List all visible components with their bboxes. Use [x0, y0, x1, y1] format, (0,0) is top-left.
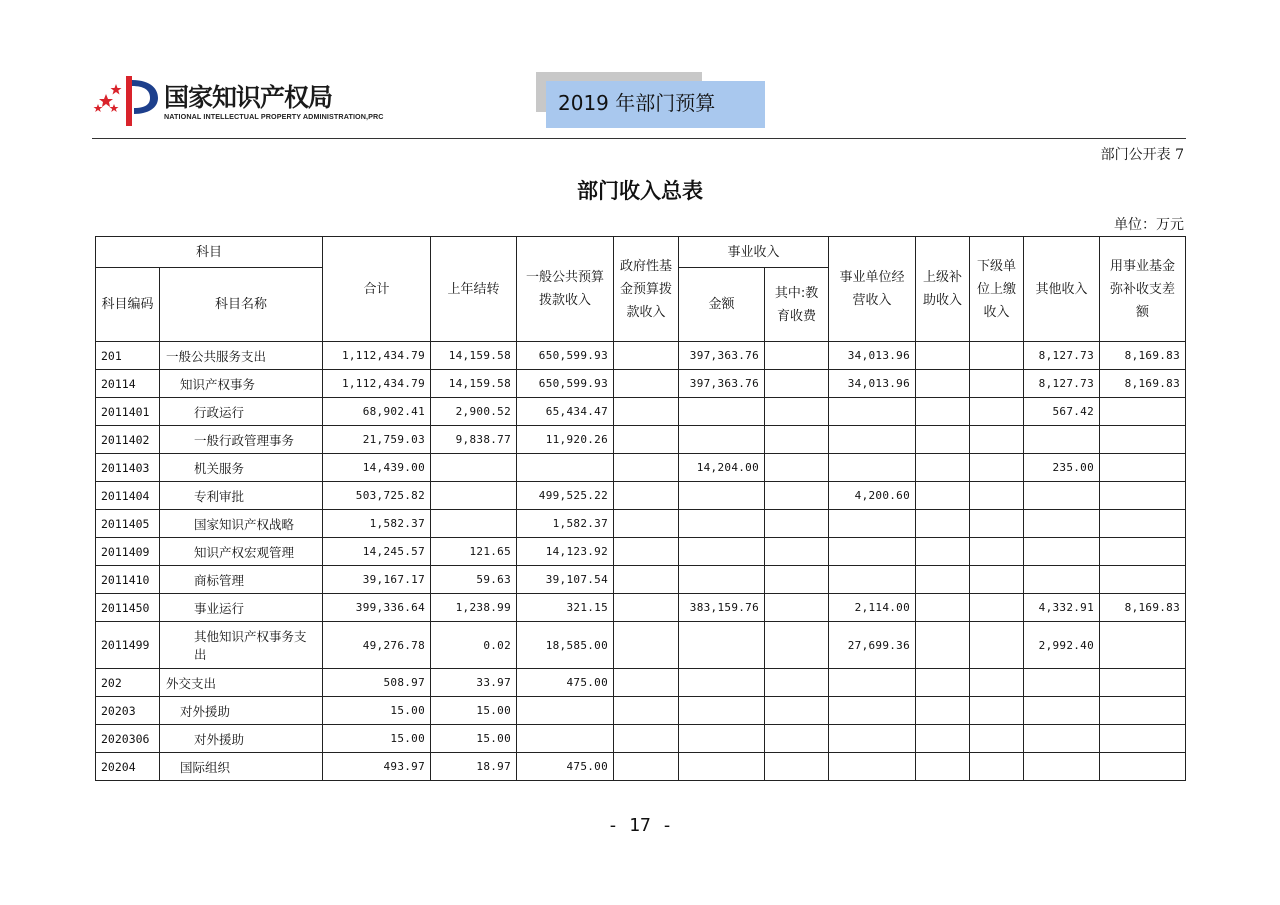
table-row [96, 370, 1186, 398]
cell-general: 475.00 [517, 753, 614, 781]
cell-bi-edu [765, 622, 829, 669]
table-row [96, 594, 1186, 622]
cell-gov-fund [614, 370, 679, 398]
cell-total: 508.97 [323, 669, 431, 697]
cell-carryover: 2,900.52 [431, 398, 517, 426]
cell-fund [1100, 510, 1186, 538]
cell-bi-amount [679, 697, 765, 725]
cell-bi-edu [765, 398, 829, 426]
cell-subordinate [970, 482, 1024, 510]
unit-label: 单位：万元 [1114, 217, 1184, 233]
cell-operating [829, 426, 916, 454]
cell-subordinate [970, 454, 1024, 482]
cell-carryover: 33.97 [431, 669, 517, 697]
cell-other [1024, 697, 1100, 725]
cell-fund [1100, 454, 1186, 482]
cell-bi-amount [679, 510, 765, 538]
header-operating: 事业单位经营收入 [829, 237, 916, 342]
table-body [96, 342, 1186, 781]
table-row [96, 669, 1186, 697]
cell-total: 493.97 [323, 753, 431, 781]
cell-general [517, 725, 614, 753]
header-carryover: 上年结转 [431, 237, 517, 342]
cell-bi-amount: 397,363.76 [679, 370, 765, 398]
cell-subordinate [970, 622, 1024, 669]
cell-other: 8,127.73 [1024, 342, 1100, 370]
page-number: - 17 - [607, 815, 673, 836]
cell-superior [916, 697, 970, 725]
cell-bi-amount: 383,159.76 [679, 594, 765, 622]
row-code: 2011450 [96, 594, 160, 622]
row-name: 知识产权事务 [160, 370, 323, 398]
cell-subordinate [970, 669, 1024, 697]
row-code: 202 [96, 669, 160, 697]
row-code: 2011404 [96, 482, 160, 510]
cell-superior [916, 370, 970, 398]
cell-other: 567.42 [1024, 398, 1100, 426]
cell-bi-amount [679, 622, 765, 669]
cell-total: 14,439.00 [323, 454, 431, 482]
header-subordinate: 下级单位上缴收入 [970, 237, 1024, 342]
header-business-income: 事业收入 [679, 237, 829, 268]
cell-subordinate [970, 566, 1024, 594]
row-name: 机关服务 [160, 454, 323, 482]
cell-total: 21,759.03 [323, 426, 431, 454]
cell-general: 11,920.26 [517, 426, 614, 454]
cell-other [1024, 510, 1100, 538]
row-name: 对外援助 [160, 725, 323, 753]
cell-subordinate [970, 697, 1024, 725]
cell-carryover: 15.00 [431, 697, 517, 725]
cell-carryover: 59.63 [431, 566, 517, 594]
cell-bi-edu [765, 510, 829, 538]
cell-bi-amount [679, 538, 765, 566]
cell-subordinate [970, 510, 1024, 538]
cell-bi-edu [765, 426, 829, 454]
row-name: 对外援助 [160, 697, 323, 725]
header-fund-offset: 用事业基金弥补收支差额 [1100, 237, 1186, 342]
cell-fund [1100, 482, 1186, 510]
cell-subordinate [970, 370, 1024, 398]
cell-total: 15.00 [323, 725, 431, 753]
logo-emblem-icon [92, 74, 162, 130]
table-row [96, 538, 1186, 566]
cell-other: 4,332.91 [1024, 594, 1100, 622]
row-name: 事业运行 [160, 594, 323, 622]
cell-subordinate [970, 426, 1024, 454]
cell-operating [829, 753, 916, 781]
cell-bi-amount [679, 398, 765, 426]
row-code: 2011403 [96, 454, 160, 482]
header-code: 科目编码 [96, 268, 160, 342]
cell-operating [829, 669, 916, 697]
header-name: 科目名称 [160, 268, 323, 342]
cell-bi-amount [679, 482, 765, 510]
budget-banner: 2019 年部门预算 [546, 81, 765, 128]
table-row [96, 697, 1186, 725]
cell-gov-fund [614, 538, 679, 566]
row-code: 2011402 [96, 426, 160, 454]
cell-operating: 4,200.60 [829, 482, 916, 510]
cell-other [1024, 482, 1100, 510]
row-code: 2011409 [96, 538, 160, 566]
cell-carryover: 1,238.99 [431, 594, 517, 622]
table-row [96, 342, 1186, 370]
cell-carryover: 14,159.58 [431, 370, 517, 398]
cell-superior [916, 622, 970, 669]
row-name: 外交支出 [160, 669, 323, 697]
cell-gov-fund [614, 342, 679, 370]
cell-operating [829, 454, 916, 482]
header-superior-subsidy: 上级补助收入 [916, 237, 970, 342]
cell-bi-amount [679, 725, 765, 753]
cell-fund [1100, 538, 1186, 566]
cell-gov-fund [614, 725, 679, 753]
cell-bi-amount: 397,363.76 [679, 342, 765, 370]
table-row [96, 725, 1186, 753]
cell-other [1024, 669, 1100, 697]
logo-text: 国家知识产权局 [164, 83, 333, 112]
cell-bi-edu [765, 454, 829, 482]
cell-carryover: 14,159.58 [431, 342, 517, 370]
cell-gov-fund [614, 753, 679, 781]
cell-total: 399,336.64 [323, 594, 431, 622]
cell-superior [916, 342, 970, 370]
cell-fund [1100, 566, 1186, 594]
cell-bi-amount [679, 426, 765, 454]
table-row [96, 482, 1186, 510]
cell-other: 235.00 [1024, 454, 1100, 482]
cell-total: 1,582.37 [323, 510, 431, 538]
income-table [95, 236, 1186, 781]
cell-total: 14,245.57 [323, 538, 431, 566]
cell-other [1024, 753, 1100, 781]
header-bi-amount: 金额 [679, 268, 765, 342]
cell-gov-fund [614, 622, 679, 669]
header-bi-education: 其中:教育收费 [765, 268, 829, 342]
row-code: 2011405 [96, 510, 160, 538]
cell-gov-fund [614, 566, 679, 594]
cell-subordinate [970, 538, 1024, 566]
cell-bi-edu [765, 370, 829, 398]
cell-gov-fund [614, 669, 679, 697]
cell-carryover: 9,838.77 [431, 426, 517, 454]
row-code: 201 [96, 342, 160, 370]
cell-bi-amount: 14,204.00 [679, 454, 765, 482]
cell-bi-edu [765, 342, 829, 370]
cell-other: 8,127.73 [1024, 370, 1100, 398]
cell-subordinate [970, 594, 1024, 622]
cell-operating [829, 566, 916, 594]
cell-superior [916, 669, 970, 697]
cell-operating [829, 725, 916, 753]
cell-total: 39,167.17 [323, 566, 431, 594]
row-name: 其他知识产权事务支出 [160, 622, 323, 669]
table-row [96, 426, 1186, 454]
row-code: 20203 [96, 697, 160, 725]
cell-superior [916, 482, 970, 510]
cell-operating: 27,699.36 [829, 622, 916, 669]
cell-other [1024, 725, 1100, 753]
cell-total: 68,902.41 [323, 398, 431, 426]
cell-subordinate [970, 342, 1024, 370]
cell-fund [1100, 426, 1186, 454]
cell-carryover: 121.65 [431, 538, 517, 566]
form-number: 部门公开表 7 [1100, 147, 1184, 163]
cell-bi-edu [765, 725, 829, 753]
cell-general: 39,107.54 [517, 566, 614, 594]
cell-fund: 8,169.83 [1100, 370, 1186, 398]
table-row [96, 510, 1186, 538]
cell-superior [916, 594, 970, 622]
cell-general: 475.00 [517, 669, 614, 697]
cell-total: 1,112,434.79 [323, 370, 431, 398]
cell-superior [916, 566, 970, 594]
cell-subordinate [970, 725, 1024, 753]
page-title: 部门收入总表 [577, 179, 703, 203]
cell-general: 1,582.37 [517, 510, 614, 538]
cell-fund [1100, 669, 1186, 697]
header-gov-fund: 政府性基金预算拨款收入 [614, 237, 679, 342]
cell-gov-fund [614, 594, 679, 622]
cell-superior [916, 725, 970, 753]
cell-total: 1,112,434.79 [323, 342, 431, 370]
header-general-budget: 一般公共预算拨款收入 [517, 237, 614, 342]
cell-operating: 34,013.96 [829, 342, 916, 370]
cell-carryover: 18.97 [431, 753, 517, 781]
row-name: 国际组织 [160, 753, 323, 781]
cell-bi-amount [679, 753, 765, 781]
cell-fund [1100, 622, 1186, 669]
cell-operating: 2,114.00 [829, 594, 916, 622]
cell-superior [916, 454, 970, 482]
cell-superior [916, 426, 970, 454]
cell-other [1024, 538, 1100, 566]
cell-general: 14,123.92 [517, 538, 614, 566]
logo [92, 74, 412, 130]
cell-gov-fund [614, 482, 679, 510]
cell-gov-fund [614, 426, 679, 454]
cell-general: 650,599.93 [517, 370, 614, 398]
cell-operating [829, 697, 916, 725]
row-name: 一般行政管理事务 [160, 426, 323, 454]
cell-fund [1100, 725, 1186, 753]
cell-superior [916, 510, 970, 538]
cell-bi-edu [765, 669, 829, 697]
cell-operating [829, 398, 916, 426]
cell-superior [916, 753, 970, 781]
row-name: 一般公共服务支出 [160, 342, 323, 370]
row-name: 商标管理 [160, 566, 323, 594]
table-row [96, 398, 1186, 426]
cell-fund: 8,169.83 [1100, 594, 1186, 622]
cell-superior [916, 538, 970, 566]
cell-carryover [431, 482, 517, 510]
cell-subordinate [970, 398, 1024, 426]
row-code: 2020306 [96, 725, 160, 753]
cell-carryover [431, 510, 517, 538]
cell-bi-edu [765, 697, 829, 725]
cell-subordinate [970, 753, 1024, 781]
cell-operating: 34,013.96 [829, 370, 916, 398]
cell-operating [829, 538, 916, 566]
cell-fund [1100, 697, 1186, 725]
cell-general: 650,599.93 [517, 342, 614, 370]
cell-other [1024, 566, 1100, 594]
row-code: 2011410 [96, 566, 160, 594]
cell-bi-edu [765, 594, 829, 622]
cell-bi-amount [679, 669, 765, 697]
header-other: 其他收入 [1024, 237, 1100, 342]
cell-bi-edu [765, 566, 829, 594]
table-row [96, 566, 1186, 594]
cell-gov-fund [614, 454, 679, 482]
row-name: 专利审批 [160, 482, 323, 510]
cell-carryover: 15.00 [431, 725, 517, 753]
row-code: 2011401 [96, 398, 160, 426]
cell-bi-edu [765, 482, 829, 510]
table-row [96, 753, 1186, 781]
cell-carryover [431, 454, 517, 482]
cell-operating [829, 510, 916, 538]
row-name: 行政运行 [160, 398, 323, 426]
cell-bi-amount [679, 566, 765, 594]
header-divider [92, 138, 1186, 139]
row-code: 20204 [96, 753, 160, 781]
cell-total: 49,276.78 [323, 622, 431, 669]
cell-other: 2,992.40 [1024, 622, 1100, 669]
logo-subtext: NATIONAL INTELLECTUAL PROPERTY ADMINISTRATION,PRC [164, 112, 384, 121]
cell-bi-edu [765, 538, 829, 566]
cell-gov-fund [614, 510, 679, 538]
cell-general: 499,525.22 [517, 482, 614, 510]
row-code: 20114 [96, 370, 160, 398]
header-subject: 科目 [96, 237, 323, 268]
cell-total: 503,725.82 [323, 482, 431, 510]
cell-general: 65,434.47 [517, 398, 614, 426]
cell-fund [1100, 753, 1186, 781]
cell-other [1024, 426, 1100, 454]
cell-general: 321.15 [517, 594, 614, 622]
cell-fund: 8,169.83 [1100, 342, 1186, 370]
cell-bi-edu [765, 753, 829, 781]
cell-gov-fund [614, 697, 679, 725]
row-name: 国家知识产权战略 [160, 510, 323, 538]
cell-general [517, 697, 614, 725]
cell-carryover: 0.02 [431, 622, 517, 669]
row-code: 2011499 [96, 622, 160, 669]
cell-general [517, 454, 614, 482]
header-total: 合计 [323, 237, 431, 342]
row-name: 知识产权宏观管理 [160, 538, 323, 566]
cell-gov-fund [614, 398, 679, 426]
table-row [96, 454, 1186, 482]
cell-total: 15.00 [323, 697, 431, 725]
cell-superior [916, 398, 970, 426]
cell-general: 18,585.00 [517, 622, 614, 669]
table-row [96, 622, 1186, 669]
cell-fund [1100, 398, 1186, 426]
